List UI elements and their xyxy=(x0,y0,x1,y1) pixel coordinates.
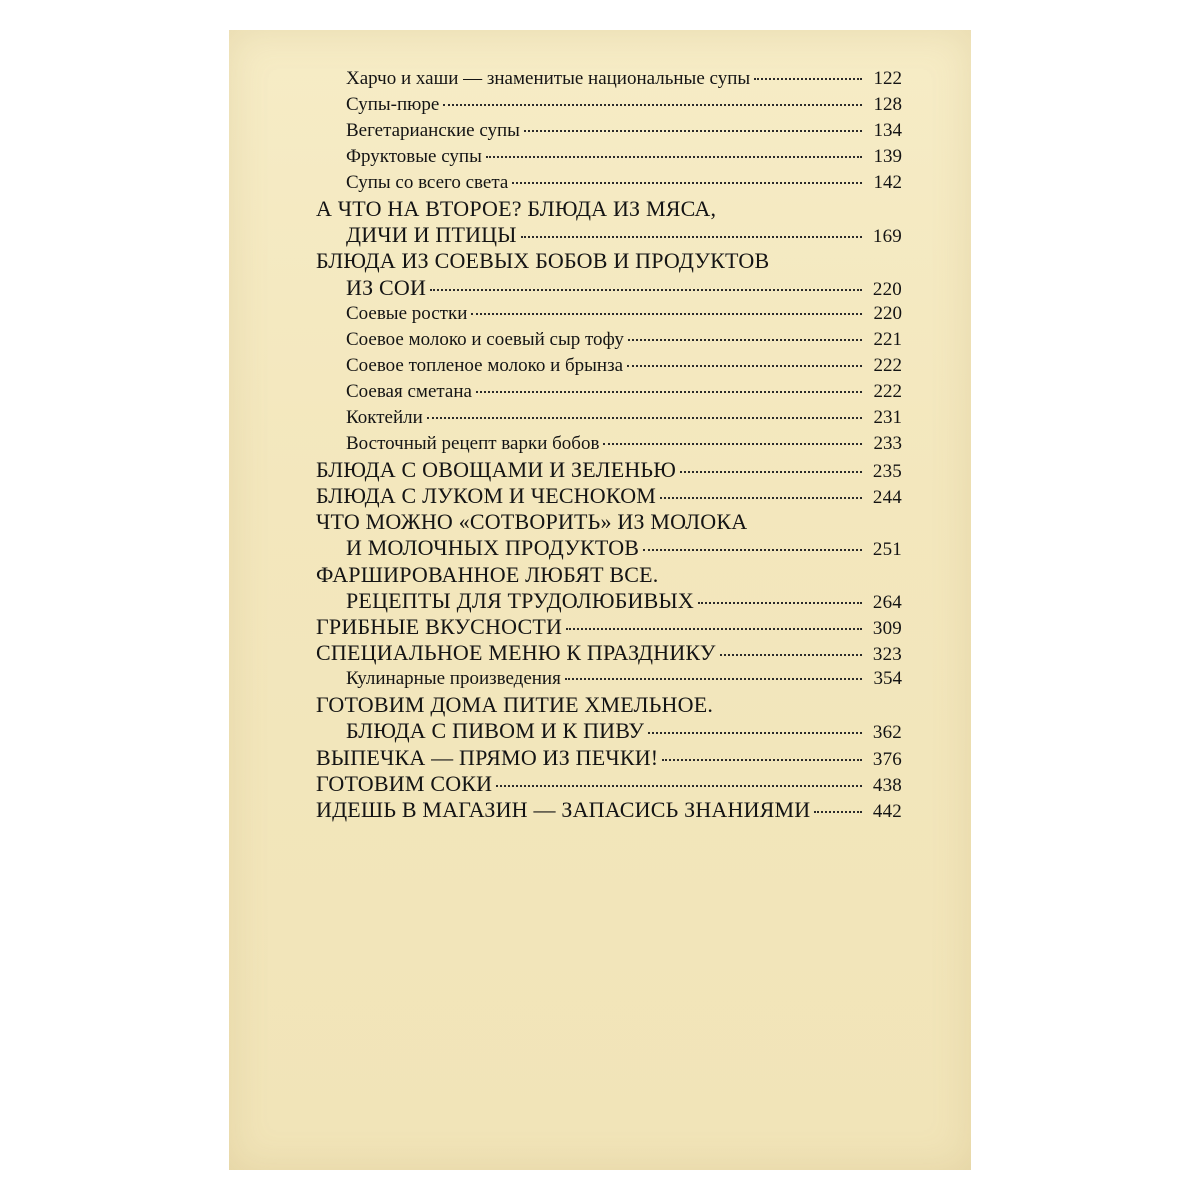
toc-entry-title: Вегетарианские супы xyxy=(346,120,520,141)
toc-entry-title: ЧТО МОЖНО «СОТВОРИТЬ» ИЗ МОЛОКА xyxy=(316,509,748,535)
toc-entry-page: 309 xyxy=(872,617,902,639)
toc-entry-title: Восточный рецепт варки бобов xyxy=(346,432,600,454)
toc-entry xyxy=(316,457,902,483)
toc-entry xyxy=(316,666,902,692)
toc-entry-page: 244 xyxy=(872,486,902,508)
toc-entry-page: 233 xyxy=(873,432,902,454)
toc-entry-title: ГОТОВИМ ДОМА ПИТИЕ ХМЕЛЬНОЕ. xyxy=(316,692,714,718)
toc-entry xyxy=(316,483,902,509)
toc-entry-page: 142 xyxy=(873,172,902,193)
toc-entry-title: Харчо и хаши — знаменитые национальные супы xyxy=(346,68,751,89)
toc-entry-page: 169 xyxy=(872,226,902,248)
dot-leader xyxy=(754,78,862,80)
dot-leader xyxy=(643,549,862,551)
toc-entry-page: 220 xyxy=(873,302,902,324)
toc-entry-title: Соевая сметана xyxy=(346,380,472,402)
toc-section-heading xyxy=(316,196,902,222)
toc-entry xyxy=(316,588,902,614)
dot-leader xyxy=(660,497,862,499)
toc-entry-title: ГРИБНЫЕ ВКУСНОСТИ xyxy=(316,613,563,639)
toc-entry xyxy=(316,718,902,744)
toc-entry-title: БЛЮДА ИЗ СОЕВЫХ БОБОВ И ПРОДУКТОВ xyxy=(316,248,770,274)
toc-entry xyxy=(316,222,902,248)
dot-leader xyxy=(627,365,862,367)
toc-entry-page: 442 xyxy=(872,801,902,822)
toc-entry xyxy=(316,327,902,353)
toc-entry-title: ФАРШИРОВАННОЕ ЛЮБЯТ ВСЕ. xyxy=(316,561,659,587)
toc-entry-title: Соевое молоко и соевый сыр тофу xyxy=(346,328,624,350)
dot-leader xyxy=(524,130,862,132)
toc-entry-title: ГОТОВИМ СОКИ xyxy=(316,770,493,796)
toc-entry xyxy=(316,797,902,823)
toc-entry-title: РЕЦЕПТЫ ДЛЯ ТРУДОЛЮБИВЫХ xyxy=(346,587,694,613)
dot-leader xyxy=(496,785,862,787)
toc-entry xyxy=(316,431,902,457)
toc-entry-title: Коктейли xyxy=(346,406,423,428)
toc-section-heading xyxy=(316,562,902,588)
toc-entry-title: Соевое топленое молоко и брынза xyxy=(346,354,624,376)
toc-entry-title: ИЗ СОИ xyxy=(346,274,427,300)
toc-entry-page: 264 xyxy=(872,591,902,613)
toc-entry xyxy=(316,535,902,561)
toc-entry-title: Супы-пюре xyxy=(346,94,440,115)
toc-entry xyxy=(316,614,902,640)
toc-entry-page: 235 xyxy=(872,460,902,482)
toc-entry xyxy=(316,170,902,196)
toc-entry-title: Супы со всего света xyxy=(346,172,509,193)
toc-entry-title: Фруктовые супы xyxy=(346,146,482,167)
toc-entry xyxy=(316,144,902,170)
toc-entry xyxy=(316,379,902,405)
toc-entry-title: БЛЮДА С ПИВОМ И К ПИВУ xyxy=(346,718,645,744)
dot-leader xyxy=(430,289,862,291)
toc-entry xyxy=(316,118,902,144)
toc-entry-page: 128 xyxy=(873,94,902,115)
toc-entry-title: ВЫПЕЧКА — ПРЯМО ИЗ ПЕЧКИ! xyxy=(316,744,659,770)
show-through-texture xyxy=(849,870,971,1170)
toc-entry-title: СПЕЦИАЛЬНОЕ МЕНЮ К ПРАЗДНИКУ xyxy=(316,640,716,666)
toc-entry xyxy=(316,353,902,379)
toc-entry-title: Соевые ростки xyxy=(346,302,468,324)
toc-entry-title: А ЧТО НА ВТОРОЕ? БЛЮДА ИЗ МЯСА, xyxy=(316,196,717,221)
toc-entry-title: ИДЕШЬ В МАГАЗИН — ЗАПАСИСЬ ЗНАНИЯМИ xyxy=(316,797,811,822)
toc-entry-page: 323 xyxy=(872,644,902,666)
toc-entry-page: 438 xyxy=(872,774,902,796)
dot-leader xyxy=(565,678,862,680)
toc-entry xyxy=(316,301,902,327)
dot-leader xyxy=(680,471,862,473)
toc-entry-page: 354 xyxy=(873,668,902,690)
toc-entry-title: БЛЮДА С ОВОЩАМИ И ЗЕЛЕНЬЮ xyxy=(316,456,677,482)
dot-leader xyxy=(443,104,862,106)
toc-entry-page: 222 xyxy=(873,354,902,376)
toc-section-heading xyxy=(316,692,902,718)
toc-entry-page: 134 xyxy=(873,120,902,141)
dot-leader xyxy=(521,236,862,238)
dot-leader xyxy=(814,811,862,813)
toc-entry-page: 220 xyxy=(872,278,902,300)
toc-entry-title: И МОЛОЧНЫХ ПРОДУКТОВ xyxy=(346,535,640,561)
toc-entry xyxy=(316,275,902,301)
toc-entry xyxy=(316,771,902,797)
toc-entry xyxy=(316,405,902,431)
toc-entry xyxy=(316,745,902,771)
dot-leader xyxy=(486,156,862,158)
dot-leader xyxy=(512,182,862,184)
toc-entry-page: 139 xyxy=(873,146,902,167)
toc-section-heading xyxy=(316,509,902,535)
table-of-contents xyxy=(316,66,902,823)
toc-entry-page: 231 xyxy=(873,406,902,428)
dot-leader xyxy=(628,339,862,341)
dot-leader xyxy=(603,443,862,445)
toc-entry-title: БЛЮДА С ЛУКОМ И ЧЕСНОКОМ xyxy=(316,482,657,508)
toc-entry-title: Кулинарные произведения xyxy=(346,668,561,690)
dot-leader xyxy=(471,313,862,315)
toc-entry xyxy=(316,66,902,92)
toc-entry xyxy=(316,92,902,118)
dot-leader xyxy=(662,759,862,761)
toc-entry xyxy=(316,640,902,666)
toc-entry-title: ДИЧИ И ПТИЦЫ xyxy=(346,222,517,248)
toc-entry-page: 122 xyxy=(873,68,902,89)
toc-entry-page: 376 xyxy=(872,748,902,770)
dot-leader xyxy=(720,654,862,656)
toc-entry-page: 362 xyxy=(872,722,902,744)
toc-entry-page: 222 xyxy=(873,380,902,402)
toc-section-heading xyxy=(316,248,902,274)
dot-leader xyxy=(476,391,862,393)
toc-entry-page: 221 xyxy=(873,328,902,350)
dot-leader xyxy=(648,732,862,734)
dot-leader xyxy=(566,628,862,630)
dot-leader xyxy=(427,417,862,419)
toc-entry-page: 251 xyxy=(872,539,902,561)
dot-leader xyxy=(698,602,862,604)
